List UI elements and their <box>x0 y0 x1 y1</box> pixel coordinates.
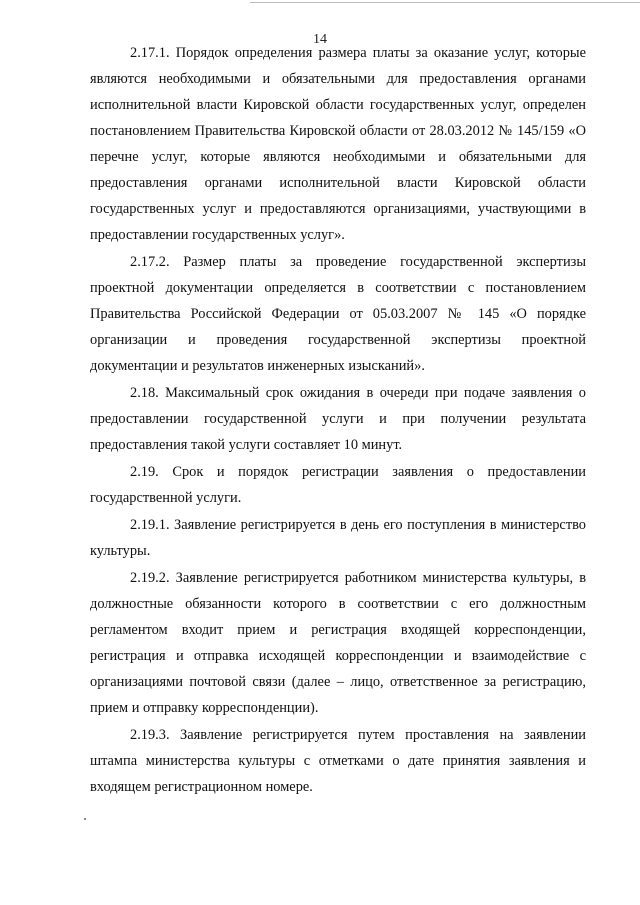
paragraph-2-18: 2.18. Максимальный срок ожидания в очереди при подаче заявления о предоставлении государственной услуги и при получении результата предоставления такой услуги составляет 10 минут. <box>90 385 586 453</box>
paragraph-2-19: 2.19. Срок и порядок регистрации заявления о предоставлении государственной услуги. <box>90 464 586 506</box>
scan-speck <box>84 818 86 820</box>
paragraph-2-19-3: 2.19.3. Заявление регистрируется путем проставления на заявлении штампа министерства культуры с отметками о дате принятия заявления и входящем регистрационном номере. <box>90 727 586 795</box>
paragraph-2-19-1: 2.19.1. Заявление регистрируется в день его поступления в министерство культуры. <box>90 517 586 559</box>
page-number: 14 <box>313 32 327 47</box>
paragraph-2-17-2: 2.17.2. Размер платы за проведение государственной экспертизы проектной документации определяется в соответствии с постановлением Правительства Российской Федерации от 05.03.2007 № 145 «О порядке организации и проведения государственной экспертизы проектной документации и результатов инженерных изысканий». <box>90 254 586 374</box>
paragraph-2-17-1: 2.17.1. Порядок определения размера платы за оказание услуг, которые являются необходимыми и обязательными для предоставления органами исполнительной власти Кировской области государственных услуг, определен постановлением Правительства Кировской области от 28.03.2012 № 145/159 «О перечне услуг, которые являются необходимыми и обязательными для предоставления органами исполнительной власти Кировской области государственных услуг и предоставляются организациями, участвующими в предоставлении государственных услуг». <box>90 45 586 243</box>
scan-edge-line <box>250 2 640 3</box>
paragraph-2-19-2: 2.19.2. Заявление регистрируется работником министерства культуры, в должностные обязанности которого в соответствии с его должностным регламентом входит прием и регистрация входящей корреспонденции, регистрация и отправка исходящей корреспонденции и взаимодействие с организациями почтовой связи (далее – лицо, ответственное за регистрацию, прием и отправку корреспонденции). <box>90 570 586 716</box>
document-body <box>90 40 586 800</box>
